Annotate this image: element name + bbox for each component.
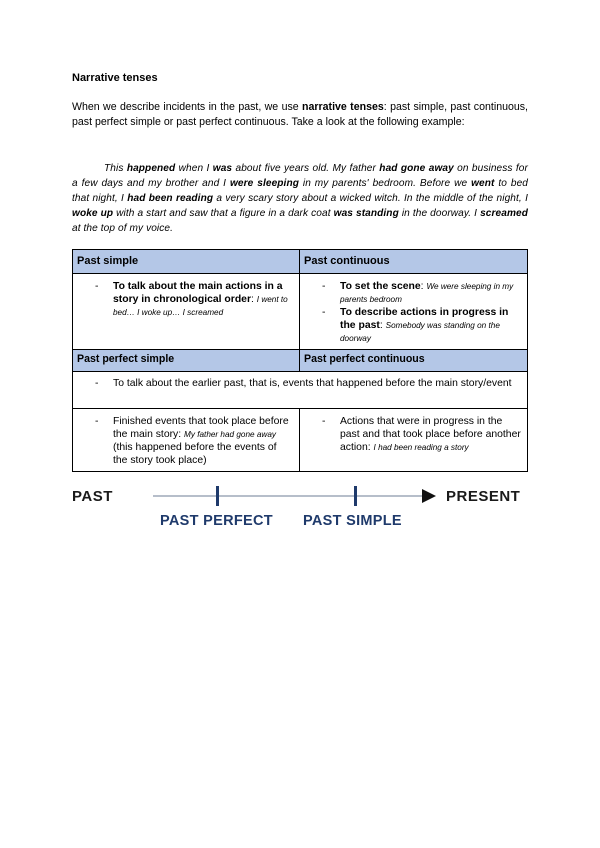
use-example: My father had gone away <box>184 430 276 439</box>
example-verb: was standing <box>333 208 399 219</box>
use-text: (this happened before the events of the story took place) <box>113 442 277 466</box>
perfect-shared-cell <box>73 372 528 409</box>
list-item <box>73 280 299 319</box>
example-text: in the doorway. I <box>398 208 481 219</box>
example-text: on business for a few days and my brother and I <box>72 163 528 189</box>
header-past-perfect-continuous: Past perfect continuous <box>300 350 528 372</box>
colon: : <box>251 294 257 305</box>
timeline <box>0 480 600 540</box>
past-perfect-continuous-cell <box>300 409 528 472</box>
past-simple-label: PAST SIMPLE <box>303 513 402 529</box>
use-example: Somebody was standing on the doorway <box>340 321 500 343</box>
example-text: in my parents' bedroom. Before we <box>298 178 472 189</box>
past-simple-marker <box>354 486 357 506</box>
use-text: Finished events that took place before the main story: <box>113 416 289 440</box>
colon: : <box>379 320 386 331</box>
use-label: To set the scene <box>340 281 421 292</box>
example-text: about five years old. My father <box>232 163 380 174</box>
page-title: Narrative tenses <box>72 72 158 84</box>
past-perfect-marker <box>216 486 219 506</box>
list-item: - To talk about the earlier past, that is, events that happened before the main story/event <box>73 377 527 390</box>
intro-paragraph <box>72 100 528 130</box>
use-example: We were sleeping in my parents bedroom <box>340 282 514 304</box>
use-example: I went to bed… I woke up… I screamed <box>113 295 288 317</box>
example-verb: screamed <box>480 208 528 219</box>
use-label: To talk about the main actions in a story in chronological order <box>113 281 283 305</box>
example-verb: had been reading <box>127 193 214 204</box>
use-example: I had been reading a story <box>373 443 469 452</box>
use-text: Actions that were in progress in the past and that took place before another action: <box>340 416 521 453</box>
table-header-row <box>73 350 528 372</box>
list-item <box>300 415 527 454</box>
colon: : <box>420 281 427 292</box>
example-paragraph <box>72 161 528 236</box>
example-text: to bed that night, I <box>72 178 529 204</box>
intro-text-2: : past simple, past continuous, past perfect simple or past perfect continuous. Take a look at the following example: <box>72 101 528 128</box>
example-verb: happened <box>126 163 176 174</box>
use-label: To describe actions in progress in the past <box>340 307 509 331</box>
intro-text-1: When we describe incidents in the past, we use <box>72 101 303 113</box>
header-past-simple: Past simple <box>73 250 300 274</box>
list-item <box>300 280 527 306</box>
tenses-table <box>72 249 528 472</box>
list-item <box>300 306 527 345</box>
list-item <box>73 415 299 467</box>
header-past-perfect-simple: Past perfect simple <box>73 350 300 372</box>
past-perfect-label: PAST PERFECT <box>160 513 273 529</box>
example-text: when I <box>175 163 213 174</box>
table-row <box>73 409 528 472</box>
example-verb: were sleeping <box>229 178 299 189</box>
arrow-right-icon <box>422 489 436 503</box>
header-past-continuous: Past continuous <box>300 250 528 274</box>
past-simple-cell <box>73 274 300 350</box>
example-text: with a start and saw that a figure in a dark coat <box>113 208 334 219</box>
example-text: at the top of my voice. <box>72 223 174 234</box>
example-text: a very scary story about a wicked witch. In the middle of the night, I <box>213 193 528 204</box>
example-verb: woke up <box>72 208 114 219</box>
table-row <box>73 274 528 350</box>
example-verb: was <box>212 163 233 174</box>
example-verb: went <box>471 178 495 189</box>
intro-term: narrative tenses <box>302 101 384 113</box>
table-row <box>73 372 528 409</box>
table-header-row <box>73 250 528 274</box>
timeline-past-label: PAST <box>72 488 113 505</box>
past-perfect-simple-cell <box>73 409 300 472</box>
example-text: This <box>104 163 127 174</box>
past-continuous-cell <box>300 274 528 350</box>
example-verb: had gone away <box>379 163 454 174</box>
timeline-present-label: PRESENT <box>446 488 521 505</box>
